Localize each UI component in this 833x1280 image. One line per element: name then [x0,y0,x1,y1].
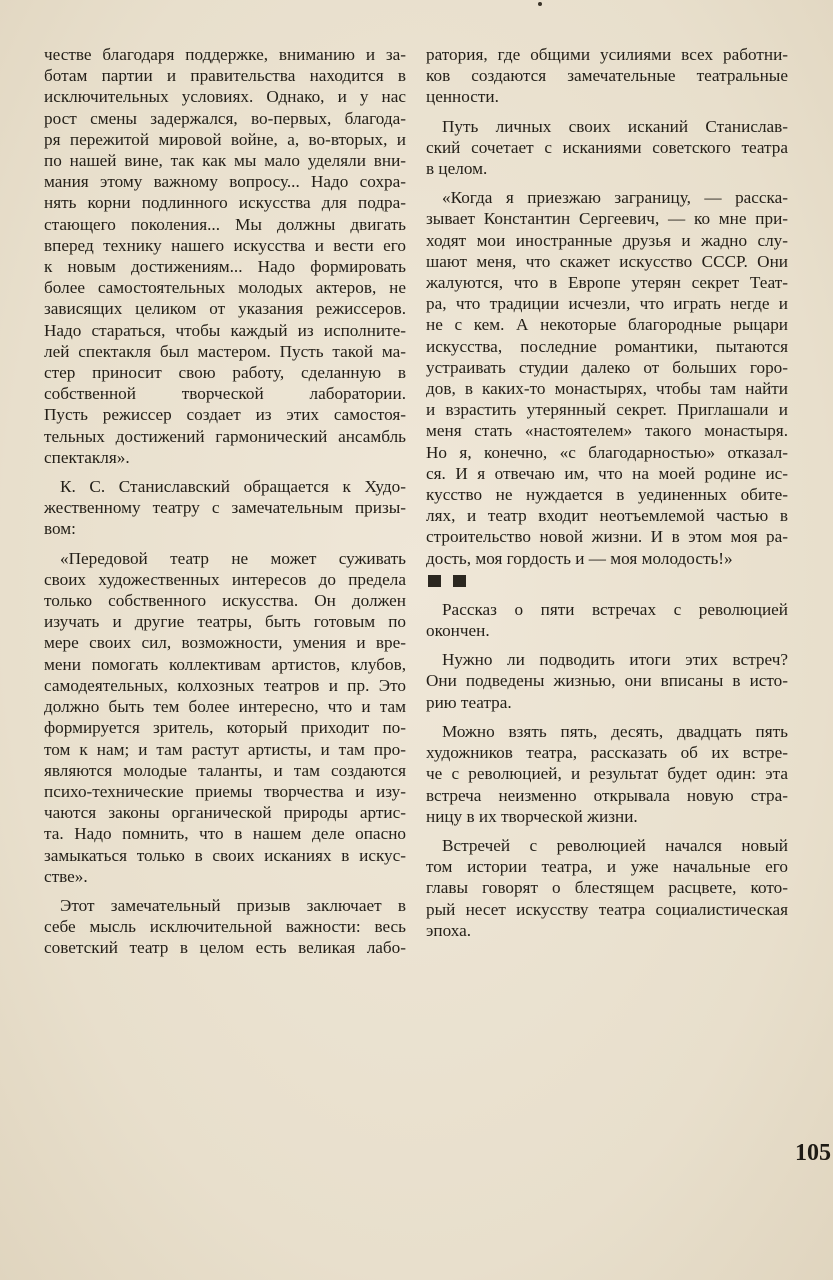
text-line: вом: [44,519,76,539]
separator-square [453,575,466,587]
text-line: Встречей с революцией начался новый [442,835,788,855]
text-line: рый несет искусству театра социалистическая [426,899,788,919]
text-line: устраивать студии далеко от больших горо- [426,357,788,377]
text-line: вперед технику нашего искусства и вести его [44,235,406,255]
text-line: советский театр в целом есть великая лабо- [44,938,406,958]
text-line: ря пережитой мировой войне, а, во-вторых, и [44,129,406,149]
section-separator [428,575,788,587]
text-line: зывает Константин Сергеевич, — ко мне при- [426,209,788,229]
paragraph-gap [426,827,788,835]
text-line: Они подведены жизнью, они вписаны в исто- [426,671,788,691]
text-line: ся. И я отвечаю им, что на моей родине ис- [426,463,788,483]
print-mark [538,2,542,6]
text-line: и взрастить утерянный секрет. Приглашали и [426,400,788,420]
text-line: более самостоятельных молодых актеров, не [44,278,406,298]
text-line: спектакля». [44,447,130,467]
text-line: искусства, последние романтики, пытаются [426,336,788,356]
text-line: ков создаются замечательные театральные [426,66,788,86]
paragraph-gap [44,468,406,476]
text-line: зависящих целиком от указания режиссеров. [44,299,406,319]
page-number: 105 [795,1140,831,1166]
text-line: шают меня, что скажет искусство СССР. Они [426,251,788,271]
text-line: мени помогать коллективам артистов, клубов, [44,654,406,674]
text-line: мания этому важному вопросу... Надо сохра- [44,172,406,192]
text-line: том истории театра, и уже начальные его [426,857,788,877]
text-line: рию театра. [426,692,512,712]
text-line: К. С. Станиславский обращается к Худо- [60,477,406,497]
text-line: честве благодаря поддержке, вниманию и за- [44,45,406,64]
text-line: Но я, конечно, «с благодарностью» отказал- [426,442,788,462]
left-text-column [44,44,406,959]
text-line: кусство не нуждается в уединенных обите- [426,485,788,505]
paragraph-gap [44,887,406,895]
text-line: ценности. [426,87,499,107]
text-line: собственной творческой лаборатории. [44,384,406,404]
text-line: должно быть тем более интересно, что и там [44,697,406,717]
paragraph-gap [426,713,788,721]
text-line: Надо стараться, чтобы каждый из исполните- [44,320,406,340]
text-line: не с кем. А некоторые благородные рыцари [426,315,788,335]
text-line: художников театра, рассказать об их встре- [426,743,788,763]
text-line: своих художественных интересов до предела [44,569,406,589]
text-line: к новым достижениям... Надо формировать [44,257,406,277]
text-line: «Когда я приезжаю заграницу, — расска- [442,188,788,208]
text-line: строительство новой жизни. И в этом моя ра- [426,527,788,547]
text-line: Путь личных своих исканий Станислав- [442,116,788,136]
text-line: че с революцией, и результат будет один: эта [426,764,788,784]
text-line: мере своих сил, возможности, умения и вре- [44,633,406,653]
text-line: стве». [44,866,88,886]
text-line: рост смены задержался, во-первых, благода- [44,108,406,128]
text-line: «Передовой театр не может суживать [60,548,406,568]
text-line: меня стать «настоятелем» такого монастыря. [426,421,788,441]
text-line: психо-технические приемы творчества и изу- [44,781,406,801]
text-line: ботам партии и правительства находится в [44,66,406,86]
text-line: только собственного искусства. Он должен [44,591,406,611]
text-line: окончен. [426,621,490,641]
text-line: ратория, где общими усилиями всех работни- [426,45,788,64]
text-line: стер приносит свою работу, сделанную в [44,363,406,383]
text-line: том к нам; и там растут артисты, и там про- [44,739,406,759]
text-line: самодеятельных, колхозных театров и пр. Это [44,675,406,695]
text-line: дов, в каких-то монастырях, чтобы там найти [426,379,788,399]
separator-square [428,575,441,587]
right-text-column [426,44,788,941]
text-line: в целом. [426,159,488,179]
text-line: стающего поколения... Мы должны двигать [44,214,406,234]
text-line: ходят мои иностранные друзья и жадно слу- [426,230,788,250]
paragraph-gap [426,108,788,116]
text-line: ра, что традиции исчезли, что играть негде и [426,294,788,314]
text-line: себе мысль исключительной важности: весь [44,917,406,937]
paragraph-gap [426,641,788,649]
text-line: Рассказ о пяти встречах с революцией [442,599,788,619]
text-line: изучать и другие театры, быть готовым по [44,612,406,632]
text-line: ский сочетает с исканиями советского театра [426,137,788,157]
text-line: Можно взять пять, десять, двадцать пять [442,721,788,741]
text-line: тельных достижений гармонический ансамбль [44,426,406,446]
text-line: дость, моя гордость и — моя молодость!» [426,548,733,568]
text-line: Пусть режиссер создает из этих самостоя- [44,405,406,425]
text-line: замыкаться только в своих исканиях в искус- [44,845,406,865]
text-line: лей спектакля был мастером. Пусть такой ма- [44,341,406,361]
text-line: та. Надо помнить, что в нашем деле опасно [44,824,406,844]
text-line: являются молодые таланты, и там создаются [44,760,406,780]
text-line: эпоха. [426,920,472,940]
text-line: жественному театру с замечательным призы- [44,498,406,518]
text-line: по нашей вине, так как мы мало уделяли вни- [44,151,406,171]
text-line: жалуются, что в Европе утерян секрет Теат- [426,273,788,293]
paragraph-gap [426,179,788,187]
paragraph-gap [44,540,406,548]
text-line: встреча неизменно открывала новую стра- [426,785,788,805]
text-line: главы говорят о блестящем расцвете, кото- [426,878,788,898]
text-line: чаются законы органической природы артис- [44,803,406,823]
text-line: Этот замечательный призыв заключает в [60,895,406,915]
text-line: ницу в их творческой жизни. [426,806,638,826]
text-line: Нужно ли подводить итоги этих встреч? [442,650,788,670]
text-line: лях, и театр входит неотъемлемой частью в [426,506,788,526]
text-line: нять корни подлинного искусства для подра- [44,193,406,213]
text-line: формируется зритель, который приходит по- [44,718,406,738]
text-line: исключительных условиях. Однако, и у нас [44,87,406,107]
